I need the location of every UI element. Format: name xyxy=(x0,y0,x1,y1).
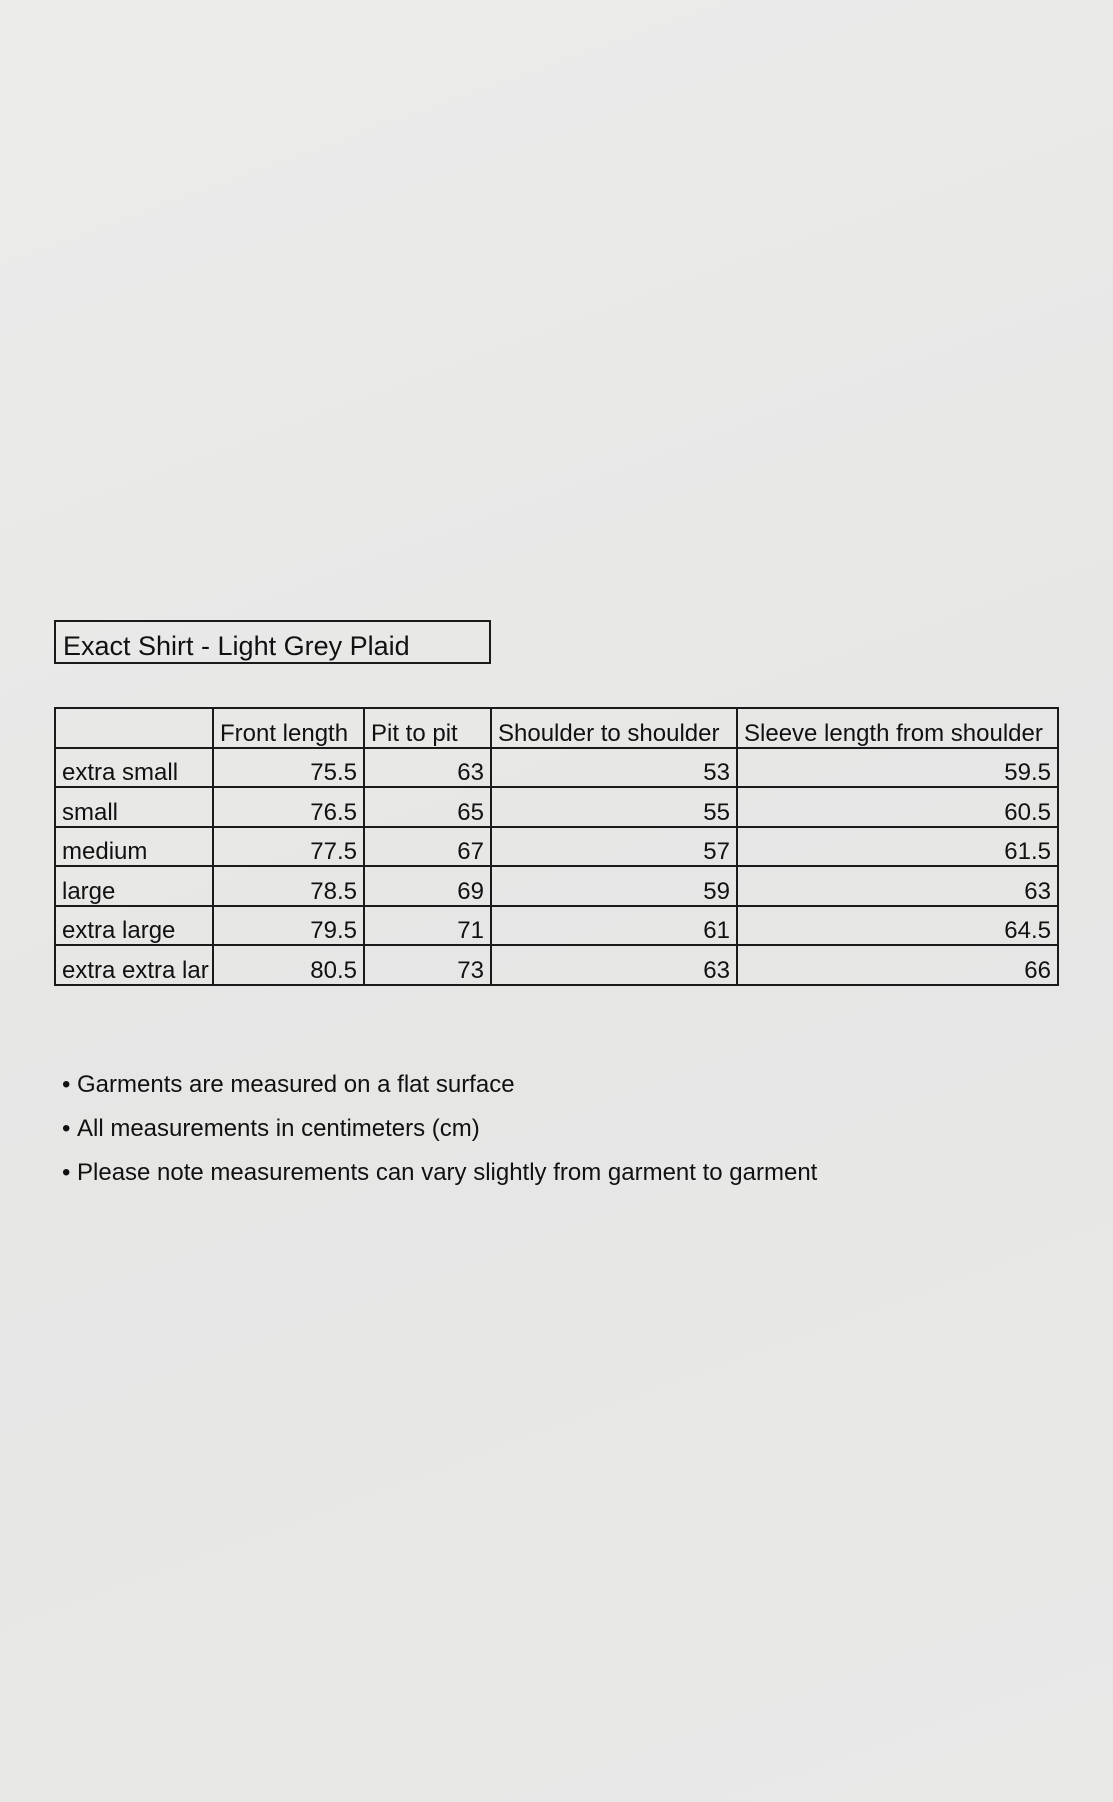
front-length-value: 75.5 xyxy=(213,748,364,788)
size-label: extra large xyxy=(55,906,213,946)
bullet-icon: • xyxy=(62,1071,71,1098)
note-item xyxy=(62,1068,817,1112)
product-title: Exact Shirt - Light Grey Plaid xyxy=(54,620,491,664)
shoulder-to-shoulder-value: 53 xyxy=(491,748,737,788)
size-table xyxy=(54,707,1059,986)
table-row xyxy=(55,866,1058,906)
table-header-row xyxy=(55,708,1058,748)
table-row xyxy=(55,945,1058,985)
pit-to-pit-value: 65 xyxy=(364,787,491,827)
table-row xyxy=(55,827,1058,867)
sleeve-length-value: 64.5 xyxy=(737,906,1058,946)
table-row xyxy=(55,748,1058,788)
column-header-pit-to-pit: Pit to pit xyxy=(364,708,491,748)
front-length-value: 80.5 xyxy=(213,945,364,985)
size-label: extra extra lar xyxy=(55,945,213,985)
note-text: All measurements in centimeters (cm) xyxy=(77,1115,480,1142)
shoulder-to-shoulder-value: 57 xyxy=(491,827,737,867)
size-label: medium xyxy=(55,827,213,867)
shoulder-to-shoulder-value: 63 xyxy=(491,945,737,985)
note-text: Garments are measured on a flat surface xyxy=(77,1071,515,1098)
front-length-value: 78.5 xyxy=(213,866,364,906)
bullet-icon: • xyxy=(62,1115,71,1142)
column-header-shoulder-to-shoulder: Shoulder to shoulder xyxy=(491,708,737,748)
column-header-size xyxy=(55,708,213,748)
front-length-value: 76.5 xyxy=(213,787,364,827)
pit-to-pit-value: 67 xyxy=(364,827,491,867)
pit-to-pit-value: 73 xyxy=(364,945,491,985)
table-row xyxy=(55,906,1058,946)
bullet-icon: • xyxy=(62,1159,71,1186)
sleeve-length-value: 63 xyxy=(737,866,1058,906)
size-label: small xyxy=(55,787,213,827)
front-length-value: 79.5 xyxy=(213,906,364,946)
shoulder-to-shoulder-value: 61 xyxy=(491,906,737,946)
note-item xyxy=(62,1156,817,1200)
sleeve-length-value: 66 xyxy=(737,945,1058,985)
size-label: large xyxy=(55,866,213,906)
table-row xyxy=(55,787,1058,827)
sleeve-length-value: 60.5 xyxy=(737,787,1058,827)
pit-to-pit-value: 63 xyxy=(364,748,491,788)
note-item xyxy=(62,1112,817,1156)
front-length-value: 77.5 xyxy=(213,827,364,867)
pit-to-pit-value: 71 xyxy=(364,906,491,946)
shoulder-to-shoulder-value: 55 xyxy=(491,787,737,827)
measurement-notes xyxy=(62,1068,817,1200)
sleeve-length-value: 61.5 xyxy=(737,827,1058,867)
size-label: extra small xyxy=(55,748,213,788)
sleeve-length-value: 59.5 xyxy=(737,748,1058,788)
pit-to-pit-value: 69 xyxy=(364,866,491,906)
shoulder-to-shoulder-value: 59 xyxy=(491,866,737,906)
column-header-front-length: Front length xyxy=(213,708,364,748)
column-header-sleeve-length: Sleeve length from shoulder xyxy=(737,708,1058,748)
note-text: Please note measurements can vary slightly from garment to garment xyxy=(77,1159,818,1186)
